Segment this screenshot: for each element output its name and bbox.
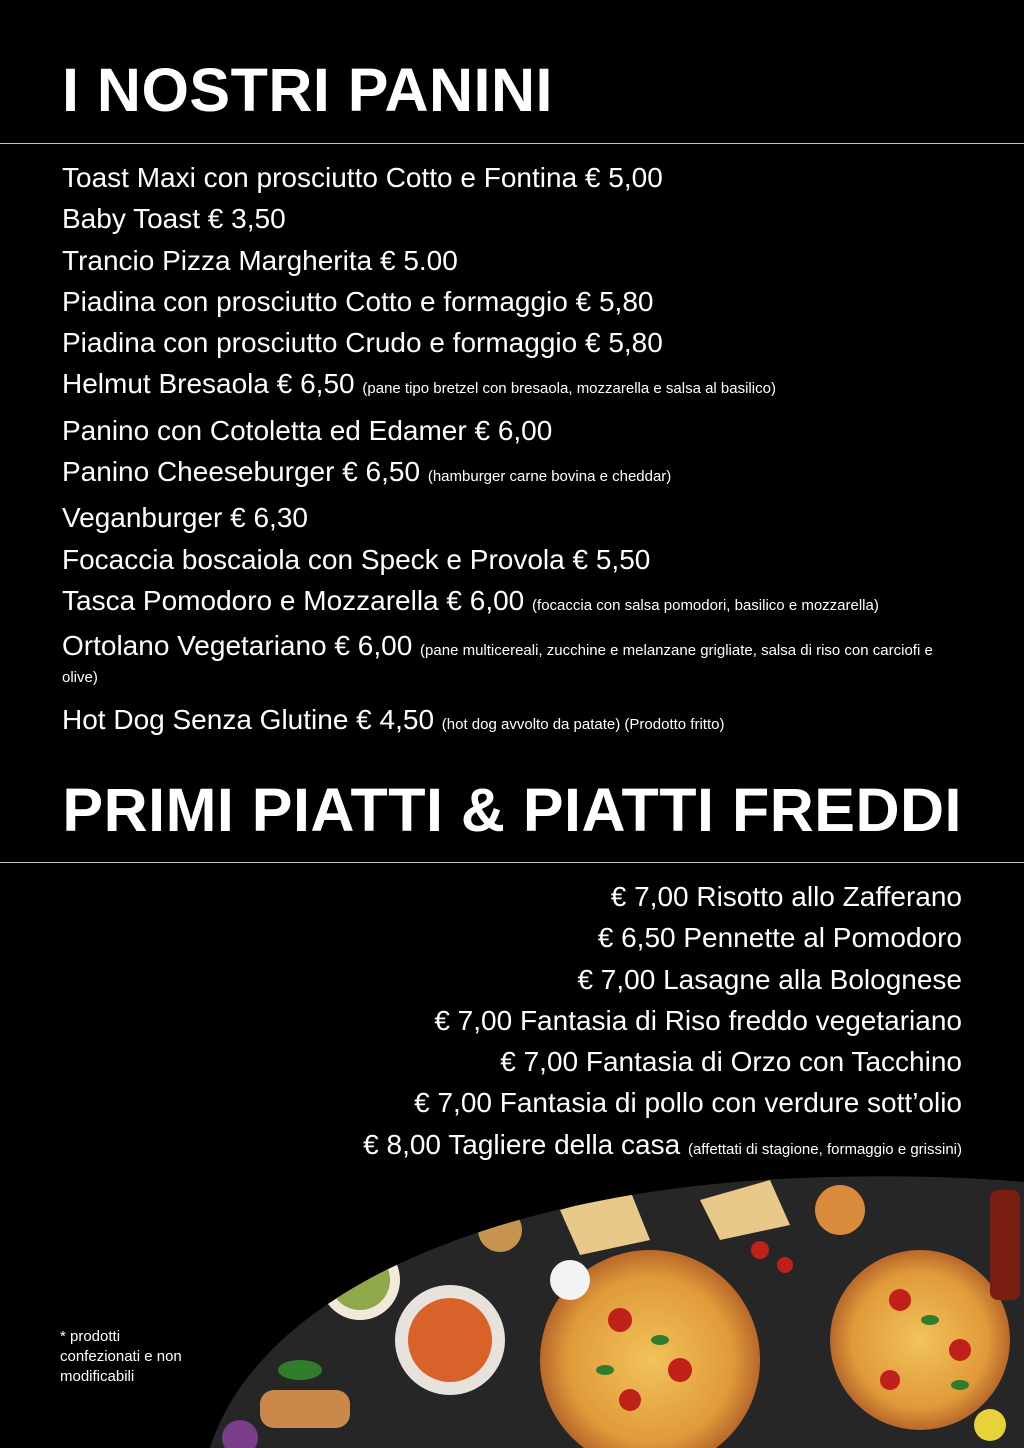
menu-item-note: (focaccia con salsa pomodori, basilico e mozzarella) (532, 596, 879, 614)
panini-list (62, 157, 962, 746)
menu-item-text: Trancio Pizza Margherita € 5.00 (62, 244, 458, 276)
menu-item (62, 1124, 962, 1170)
food-photo (200, 1170, 1024, 1448)
menu-item-text: € 8,00 Tagliere della casa (363, 1128, 681, 1160)
menu-item (62, 1082, 962, 1123)
menu-item (62, 1041, 962, 1082)
menu-item (62, 876, 962, 917)
menu-item (62, 959, 962, 1000)
menu-item-note: (pane tipo bretzel con bresaola, mozzarella e salsa al basilico) (362, 380, 776, 398)
menu-item-text: € 7,00 Risotto allo Zafferano (610, 881, 962, 912)
menu-item (62, 281, 962, 322)
menu-item (62, 198, 962, 239)
menu-item (62, 539, 962, 580)
menu-item (62, 363, 962, 409)
menu-item (62, 451, 962, 497)
menu-item (62, 699, 962, 745)
menu-item-text: Veganburger € 6,30 (62, 502, 308, 534)
menu-item (62, 580, 962, 626)
menu-item (62, 497, 962, 538)
menu-item (62, 240, 962, 281)
food-collage (200, 1170, 1024, 1448)
menu-item (62, 157, 962, 198)
menu-item-text: Hot Dog Senza Glutine € 4,50 (62, 704, 435, 736)
menu-item (62, 917, 962, 958)
section-title-panini: I NOSTRI PANINI (62, 56, 554, 124)
menu-item (62, 1000, 962, 1041)
menu-item-note: (affettati di stagione, formaggio e grissini) (687, 1140, 962, 1158)
menu-item-text: € 7,00 Fantasia di Riso freddo vegetariano (434, 1004, 962, 1036)
menu-item-text: Ortolano Vegetariano € 6,00 (62, 630, 413, 662)
menu-item-text: Toast Maxi con prosciutto Cotto e Fontina € 5,00 (62, 162, 663, 193)
menu-item-text: € 7,00 Lasagne alla Bolognese (577, 963, 962, 995)
menu-item-text: € 7,00 Fantasia di Orzo con Tacchino (500, 1046, 962, 1078)
menu-item-text: Panino con Cotoletta ed Edamer € 6,00 (62, 414, 553, 446)
primi-list (62, 876, 962, 1170)
menu-item-note: (pane multicereali, zucchine e melanzane grigliate, salsa di riso con carciofi e olive) (62, 642, 933, 687)
menu-item-text: € 6,50 Pennette al Pomodoro (597, 922, 962, 954)
menu-item-text: € 7,00 Fantasia di pollo con verdure sott’olio (414, 1087, 962, 1119)
menu-item (62, 322, 962, 363)
menu-item-text: Piadina con prosciutto Crudo e formaggio € 5,80 (62, 327, 663, 359)
menu-item-text: Tasca Pomodoro e Mozzarella € 6,00 (62, 584, 525, 616)
menu-item (62, 410, 962, 451)
menu-item-note: (hamburger carne bovina e cheddar) (427, 468, 672, 486)
menu-item-text: Helmut Bresaola € 6,50 (62, 368, 355, 400)
section-title-primi: PRIMI PIATTI & PIATTI FREDDI (62, 776, 962, 844)
menu-item (62, 626, 962, 699)
menu-item-text: Focaccia boscaiola con Speck e Provola € 5,50 (62, 543, 651, 575)
footnote: * prodotti confezionati e non modificabili (60, 1328, 182, 1385)
divider (0, 143, 1024, 144)
menu-item-text: Panino Cheeseburger € 6,50 (62, 456, 421, 488)
divider (0, 862, 1024, 863)
menu-item-text: Piadina con prosciutto Cotto e formaggio € 5,80 (62, 285, 654, 317)
menu-item-text: Baby Toast € 3,50 (62, 203, 286, 235)
menu-item-note: (hot dog avvolto da patate) (Prodotto fritto) (441, 716, 725, 734)
